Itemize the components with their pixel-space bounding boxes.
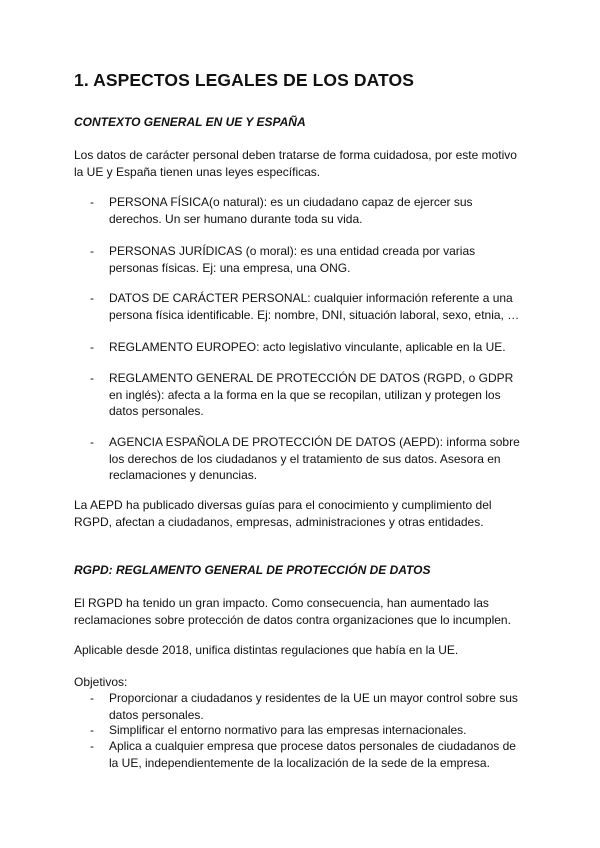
objective-line: datos personales. xyxy=(109,707,204,722)
intro-paragraph xyxy=(74,147,534,180)
definition-item-personas-juridicas xyxy=(74,243,534,276)
definition-line: reclamaciones y denuncias. xyxy=(109,468,258,482)
objectives-label: Objetivos: xyxy=(74,675,128,689)
definition-line: AGENCIA ESPAÑOLA DE PROTECCIÓN DE DATOS (AEPD): informa sobre xyxy=(109,435,520,449)
definition-line: personas físicas. Ej: una empresa, una ONG. xyxy=(109,260,351,275)
paragraph-line: reclamaciones sobre protección de datos contra organizaciones que lo incumplen. xyxy=(74,612,511,627)
bullet-dash: - xyxy=(90,723,94,737)
definition-item-reglamento-europeo xyxy=(74,339,534,356)
bullet-dash: - xyxy=(90,691,94,705)
objective-item-applies xyxy=(74,738,534,771)
page-title: 1. ASPECTOS LEGALES DE LOS DATOS xyxy=(74,70,414,90)
definition-line: los derechos de los ciudadanos y el tratamiento de sus datos. Asesora en xyxy=(109,451,501,466)
definition-line: REGLAMENTO EUROPEO: acto legislativo vinculante, aplicable en la UE. xyxy=(109,340,506,354)
bullet-dash: - xyxy=(90,371,94,385)
definition-line: persona física identificable. Ej: nombre, DNI, situación laboral, sexo, etnia, … xyxy=(109,307,520,322)
bullet-dash: - xyxy=(90,195,94,209)
definition-line: en inglés): afecta a la forma en la que se recopilan, utilizan y protegen los xyxy=(109,387,501,402)
closing-line: RGPD, afectan a ciudadanos, empresas, administraciones y otras entidades. xyxy=(74,514,484,529)
intro-line: la UE y España tienen unas leyes específicas. xyxy=(74,164,321,179)
bullet-dash: - xyxy=(90,739,94,753)
definition-line: datos personales. xyxy=(109,404,204,418)
bullet-dash: - xyxy=(90,435,94,449)
definition-item-persona-fisica xyxy=(74,194,534,227)
definition-line: PERSONA FÍSICA(o natural): es un ciudadano capaz de ejercer sus xyxy=(109,195,473,209)
closing-line: La AEPD ha publicado diversas guías para el conocimiento y cumplimiento del xyxy=(74,498,492,512)
definition-item-rgpd xyxy=(74,370,534,420)
definition-line: PERSONAS JURÍDICAS (o moral): es una entidad creada por varias xyxy=(109,244,476,258)
bullet-dash: - xyxy=(90,291,94,305)
objective-line: Proporcionar a ciudadanos y residentes de la UE un mayor control sobre sus xyxy=(109,691,518,705)
closing-paragraph xyxy=(74,497,534,530)
definition-line: derechos. Un ser humano durante toda su vida. xyxy=(109,211,363,226)
definition-item-datos-personales xyxy=(74,290,534,323)
definition-item-aepd xyxy=(74,434,534,484)
objective-item-control xyxy=(74,690,534,723)
objective-line: Aplica a cualquier empresa que procese datos personales de ciudadanos de xyxy=(109,739,516,753)
intro-line: Los datos de carácter personal deben tratarse de forma cuidadosa, por este motivo xyxy=(74,148,517,162)
definition-line: REGLAMENTO GENERAL DE PROTECCIÓN DE DATOS (RGPD, o GDPR xyxy=(109,371,514,385)
definition-line: DATOS DE CARÁCTER PERSONAL: cualquier información referente a una xyxy=(109,291,513,305)
rgpd-applicable-paragraph: Aplicable desde 2018, unifica distintas regulaciones que había en la UE. xyxy=(74,643,459,657)
section-heading-rgpd: RGPD: REGLAMENTO GENERAL DE PROTECCIÓN DE DATOS xyxy=(74,563,431,577)
objective-line: la UE, independientemente de la localización de la sede de la empresa. xyxy=(109,755,490,770)
bullet-dash: - xyxy=(90,340,94,354)
objective-item-simplify xyxy=(74,722,534,739)
section-heading-context: CONTEXTO GENERAL EN UE Y ESPAÑA xyxy=(74,115,306,129)
paragraph-line: El RGPD ha tenido un gran impacto. Como consecuencia, han aumentado las xyxy=(74,596,489,610)
objective-line: Simplificar el entorno normativo para las empresas internacionales. xyxy=(109,723,467,737)
rgpd-impact-paragraph xyxy=(74,595,534,628)
bullet-dash: - xyxy=(90,244,94,258)
